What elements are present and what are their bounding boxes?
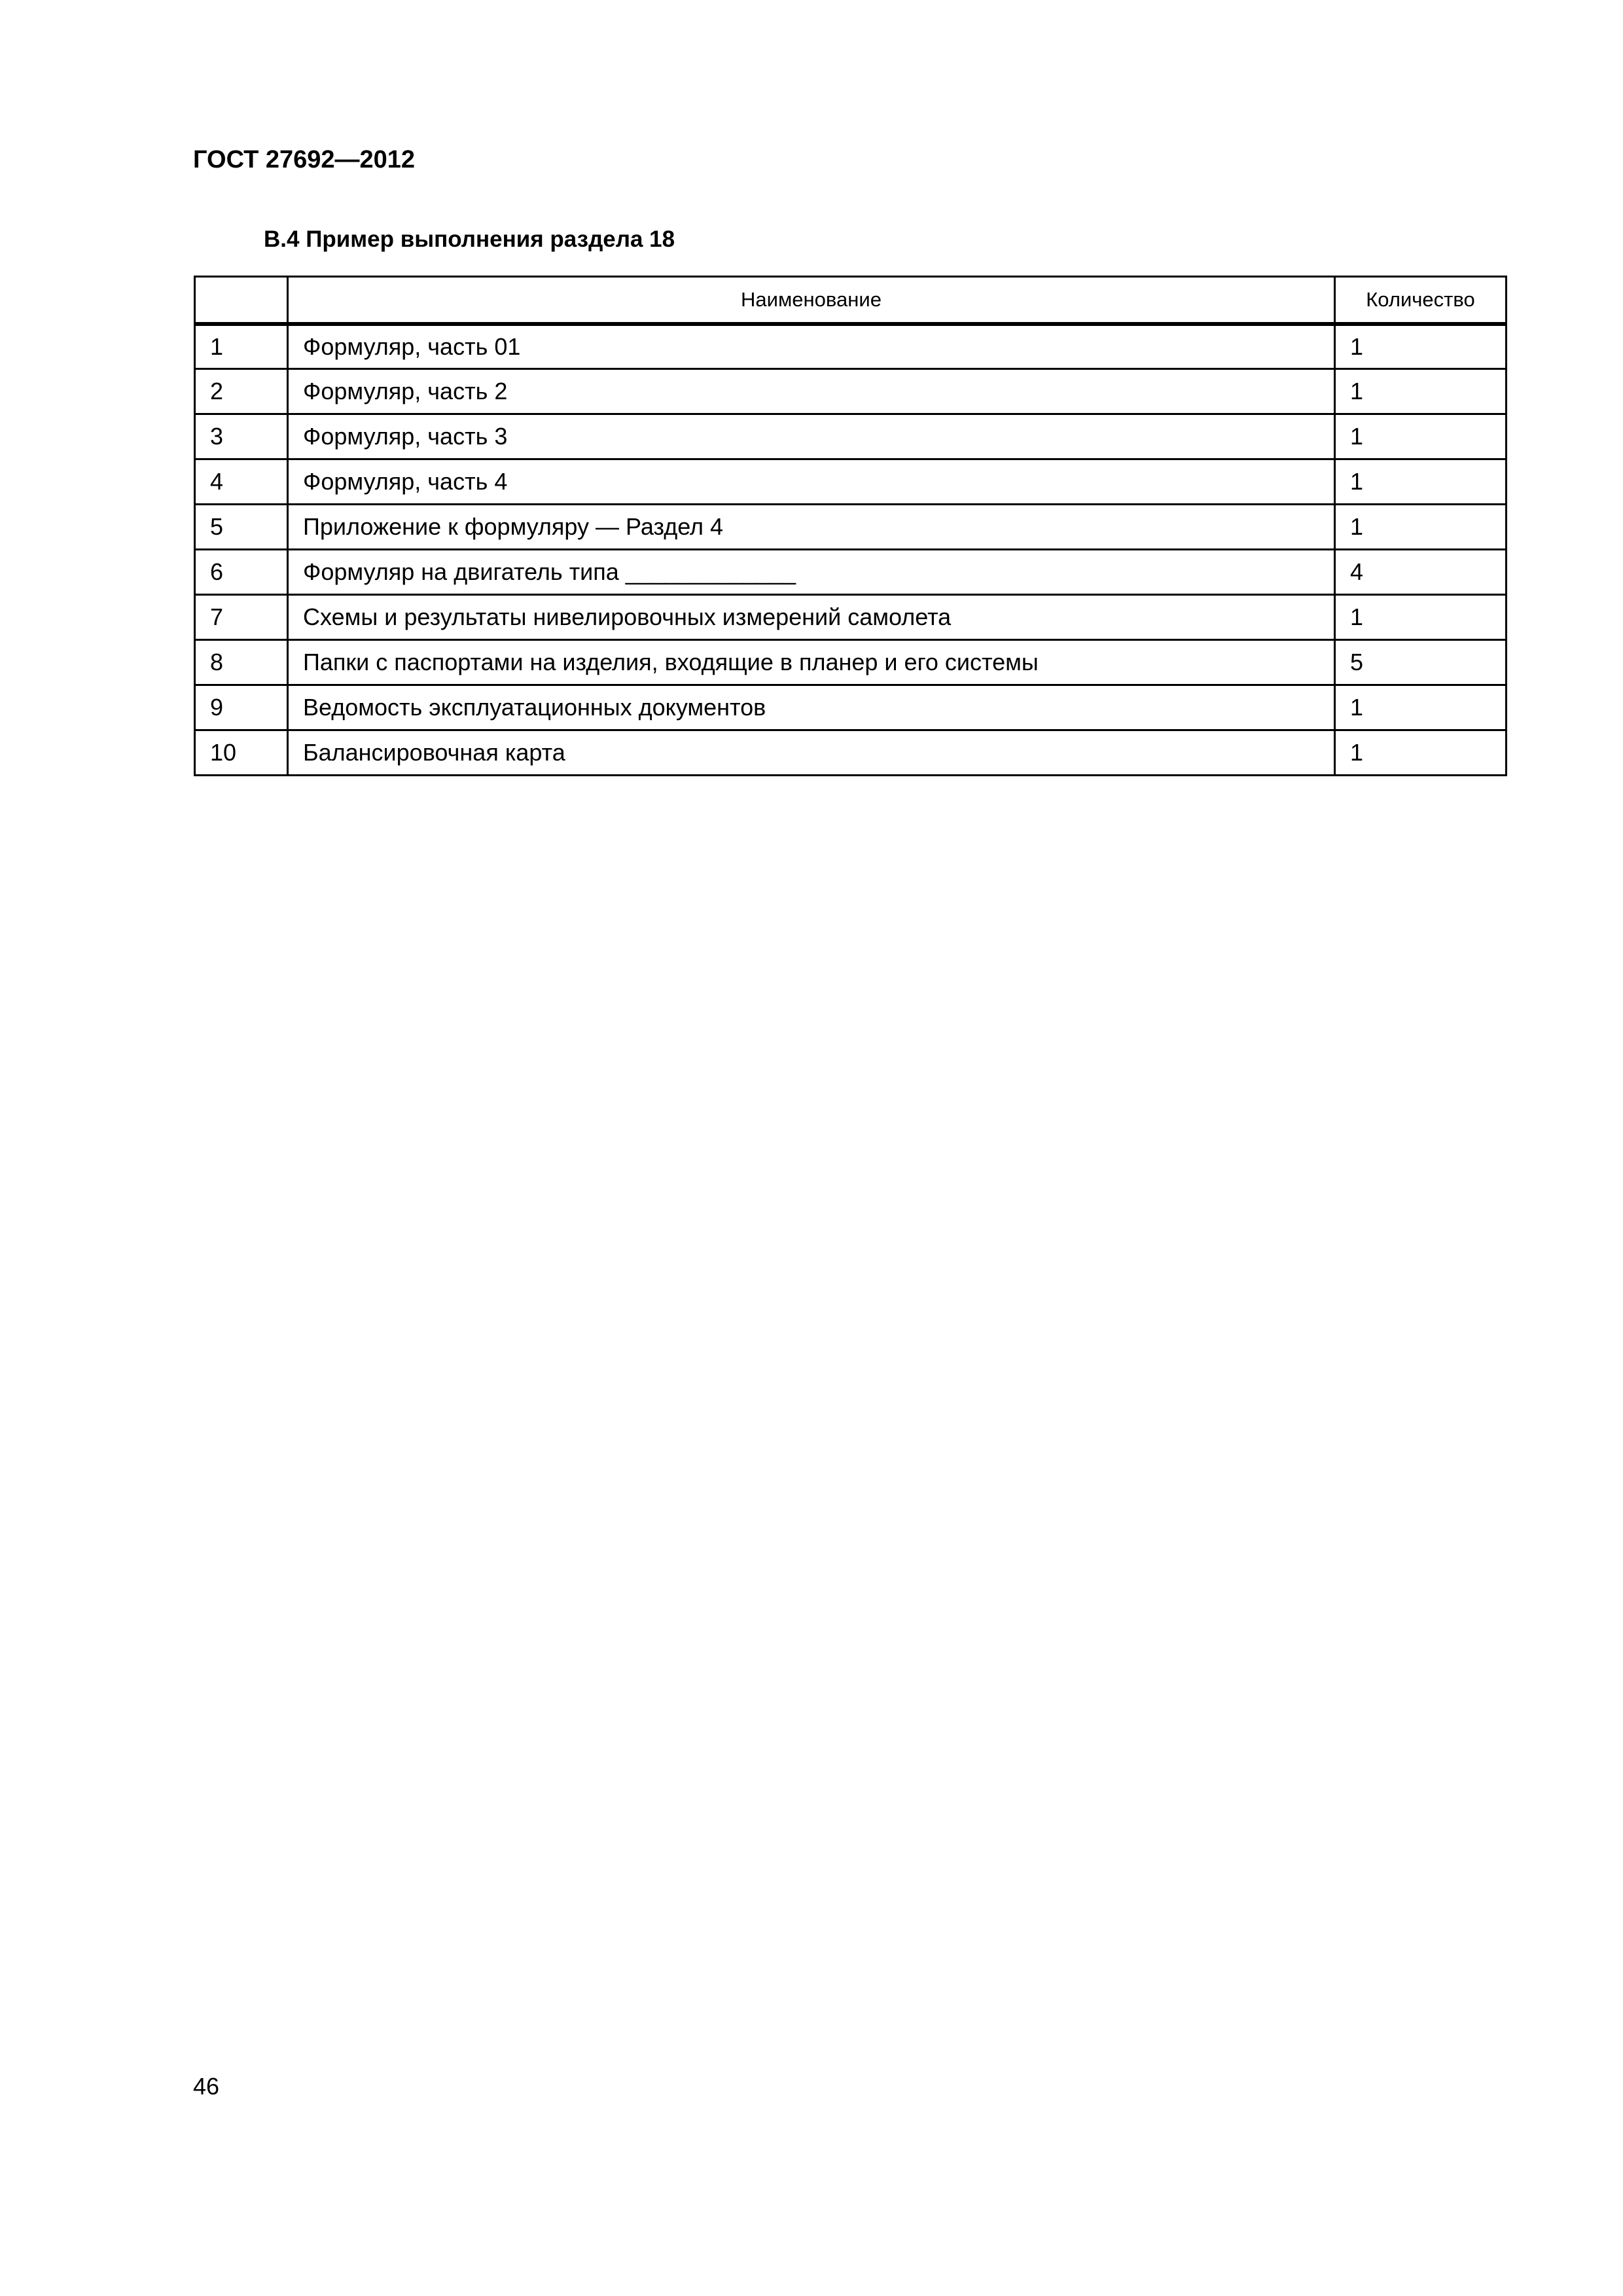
row-number: 7 [195, 595, 288, 640]
document-header: ГОСТ 27692—2012 [193, 146, 416, 173]
documents-table [194, 276, 1507, 776]
row-quantity: 5 [1335, 640, 1507, 685]
table-header-row [195, 277, 1507, 324]
row-name: Формуляр на двигатель типа _____________ [288, 550, 1335, 595]
table-row [195, 550, 1507, 595]
row-name: Формуляр, часть 2 [288, 369, 1335, 414]
table-row [195, 595, 1507, 640]
row-number: 4 [195, 459, 288, 505]
row-number: 8 [195, 640, 288, 685]
table-row [195, 414, 1507, 459]
row-number: 9 [195, 685, 288, 730]
row-name: Формуляр, часть 01 [288, 324, 1335, 369]
row-quantity: 1 [1335, 730, 1507, 776]
row-quantity: 1 [1335, 324, 1507, 369]
row-quantity: 1 [1335, 459, 1507, 505]
table-row [195, 640, 1507, 685]
header-quantity: Количество [1335, 277, 1507, 324]
row-number: 3 [195, 414, 288, 459]
row-name: Приложение к формуляру — Раздел 4 [288, 505, 1335, 550]
row-name: Балансировочная карта [288, 730, 1335, 776]
table-row [195, 505, 1507, 550]
row-number: 5 [195, 505, 288, 550]
row-name: Формуляр, часть 3 [288, 414, 1335, 459]
table-row [195, 730, 1507, 776]
table-row [195, 369, 1507, 414]
table-row [195, 459, 1507, 505]
row-name: Ведомость эксплуатационных документов [288, 685, 1335, 730]
header-name: Наименование [288, 277, 1335, 324]
table-row [195, 324, 1507, 369]
row-number: 10 [195, 730, 288, 776]
row-number: 2 [195, 369, 288, 414]
row-quantity: 1 [1335, 414, 1507, 459]
row-number: 1 [195, 324, 288, 369]
row-quantity: 1 [1335, 369, 1507, 414]
row-quantity: 1 [1335, 595, 1507, 640]
page-number: 46 [193, 2073, 220, 2100]
row-name: Папки с паспортами на изделия, входящие в планер и его системы [288, 640, 1335, 685]
row-quantity: 1 [1335, 505, 1507, 550]
table-row [195, 685, 1507, 730]
row-quantity: 4 [1335, 550, 1507, 595]
row-name: Формуляр, часть 4 [288, 459, 1335, 505]
header-number [195, 277, 288, 324]
section-title: В.4 Пример выполнения раздела 18 [264, 226, 675, 252]
row-name: Схемы и результаты нивелировочных измерений самолета [288, 595, 1335, 640]
row-number: 6 [195, 550, 288, 595]
row-quantity: 1 [1335, 685, 1507, 730]
